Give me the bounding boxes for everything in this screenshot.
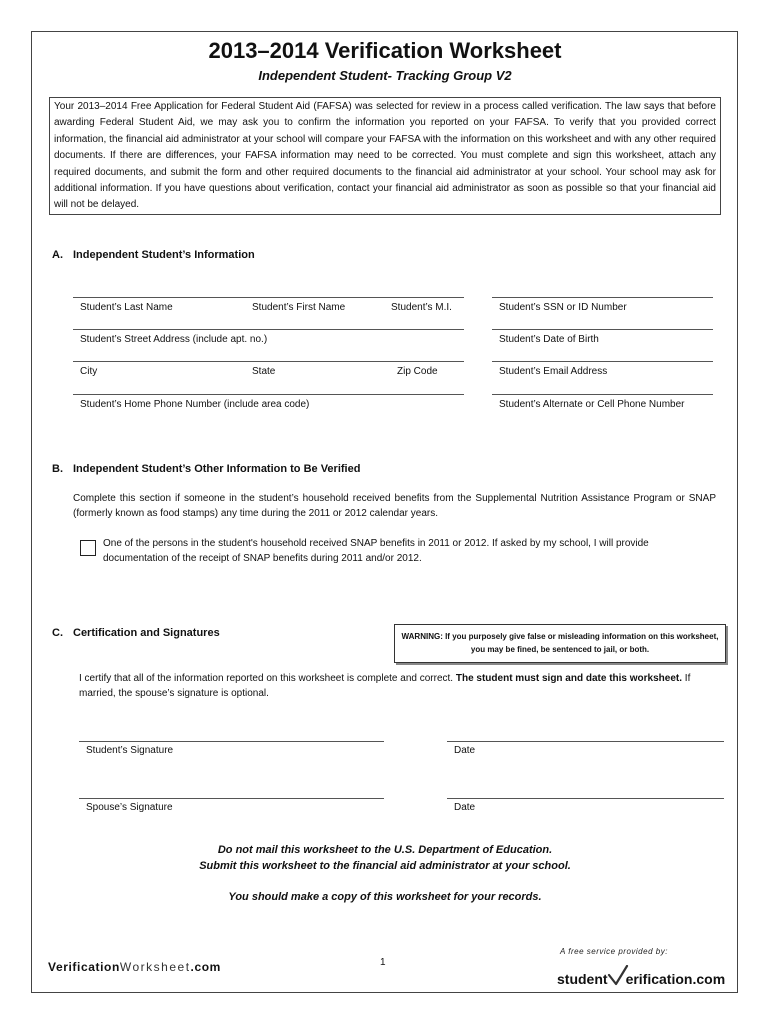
section-c-title: Certification and Signatures xyxy=(73,627,220,639)
spouse-date-line[interactable] xyxy=(447,798,724,799)
warning-box xyxy=(394,624,726,663)
page-subtitle: Independent Student- Tracking Group V2 xyxy=(258,68,512,83)
student-verification-logo xyxy=(557,965,725,987)
student-date-label: Date xyxy=(454,745,476,756)
section-b-title: Independent Student’s Other Information to Be Verified xyxy=(73,463,361,475)
tagline: A free service provided by: xyxy=(560,947,668,956)
logo-part-erification: erification.com xyxy=(625,971,726,987)
email-label: Student’s Email Address xyxy=(499,366,608,377)
verification-worksheet-logo xyxy=(48,960,221,974)
logo-part-com: .com xyxy=(190,960,221,974)
city-field-line[interactable] xyxy=(73,361,464,362)
certification-bold: The student must sign and date this worksheet. xyxy=(455,673,683,684)
footer-note-copy: You should make a copy of this worksheet for your records. xyxy=(228,891,542,903)
intro-text: Your 2013–2014 Free Application for Federal Student Aid (FAFSA) was selected for review in a process called verification. The law says that before awarding Federal Student Aid, we may ask you to confirm the information you reported on your FAFSA. To verify that you provided correct information, the financial aid administrator at your school will compare your FAFSA with the information on this worksheet and with any other required documents. If there are differences, your FAFSA information may need to be corrected. You must complete and sign this worksheet, attach any required documents, and submit the form and other required documents to the financial aid administrator at your school. Your school may ask for additional information. If you have questions about verification, contact your financial aid administrator as soon as possible so that your financial aid will not be delayed. xyxy=(54,101,716,211)
snap-checkbox[interactable] xyxy=(80,540,96,556)
footer-note-submit: Submit this worksheet to the financial aid administrator at your school. xyxy=(199,860,571,872)
spouse-date-label: Date xyxy=(454,802,476,813)
mi-label: Student’s M.I. xyxy=(391,302,452,313)
ssn-label: Student’s SSN or ID Number xyxy=(499,302,627,313)
section-b-letter: B. xyxy=(52,463,63,475)
zip-label: Zip Code xyxy=(397,366,438,377)
home-phone-field-line[interactable] xyxy=(73,394,464,395)
section-a-title: Independent Student’s Information xyxy=(73,249,255,261)
snap-checkbox-label: One of the persons in the student's household received SNAP benefits in 2011 or 2012. If asked by my school, I will provide documentation of the receipt of SNAP benefits during 2011 and/or 2012. xyxy=(103,538,649,564)
home-phone-label: Student’s Home Phone Number (include area code) xyxy=(80,399,310,410)
name-field-line[interactable] xyxy=(73,297,464,298)
certification-text xyxy=(79,671,727,701)
state-label: State xyxy=(252,366,276,377)
warning-text: WARNING: If you purposely give false or misleading information on this worksheet, you may be fined, be sentenced to jail, or both. xyxy=(401,632,719,654)
certification-suffix: If married, the spouse’s signature is optional. xyxy=(79,673,691,699)
intro-box xyxy=(49,97,721,215)
email-field-line[interactable] xyxy=(492,361,713,362)
dob-field-line[interactable] xyxy=(492,329,713,330)
page-number: 1 xyxy=(380,957,386,968)
section-a-letter: A. xyxy=(52,249,63,261)
student-date-line[interactable] xyxy=(447,741,724,742)
last-name-label: Student’s Last Name xyxy=(80,302,173,313)
first-name-label: Student’s First Name xyxy=(252,302,346,313)
street-field-line[interactable] xyxy=(73,329,464,330)
footer-note-mail: Do not mail this worksheet to the U.S. Department of Education. xyxy=(217,844,553,856)
student-signature-line[interactable] xyxy=(79,741,384,742)
dob-label: Student’s Date of Birth xyxy=(499,334,599,345)
city-label: City xyxy=(80,366,98,377)
certification-prefix: I certify that all of the information reported on this worksheet is complete and correct. xyxy=(79,673,456,684)
spouse-signature-label: Spouse’s Signature xyxy=(86,802,173,813)
logo-part-verification: Verification xyxy=(48,960,120,974)
ssn-field-line[interactable] xyxy=(492,297,713,298)
student-signature-label: Student’s Signature xyxy=(86,745,174,756)
spouse-signature-line[interactable] xyxy=(79,798,384,799)
alt-phone-label: Student’s Alternate or Cell Phone Number xyxy=(499,399,685,410)
logo-part-student: student xyxy=(557,971,608,987)
street-label: Student’s Street Address (include apt. no.) xyxy=(80,334,268,345)
alt-phone-field-line[interactable] xyxy=(492,394,713,395)
logo-part-worksheet: Worksheet xyxy=(119,960,191,974)
page-title: 2013–2014 Verification Worksheet xyxy=(208,38,562,63)
section-c-letter: C. xyxy=(52,627,63,639)
section-b-description: Complete this section if someone in the student’s household received benefits from the Supplemental Nutrition Assistance Program or SNAP (formerly known as food stamps) any time during the 2011 or 2012 calendar years. xyxy=(73,493,716,519)
